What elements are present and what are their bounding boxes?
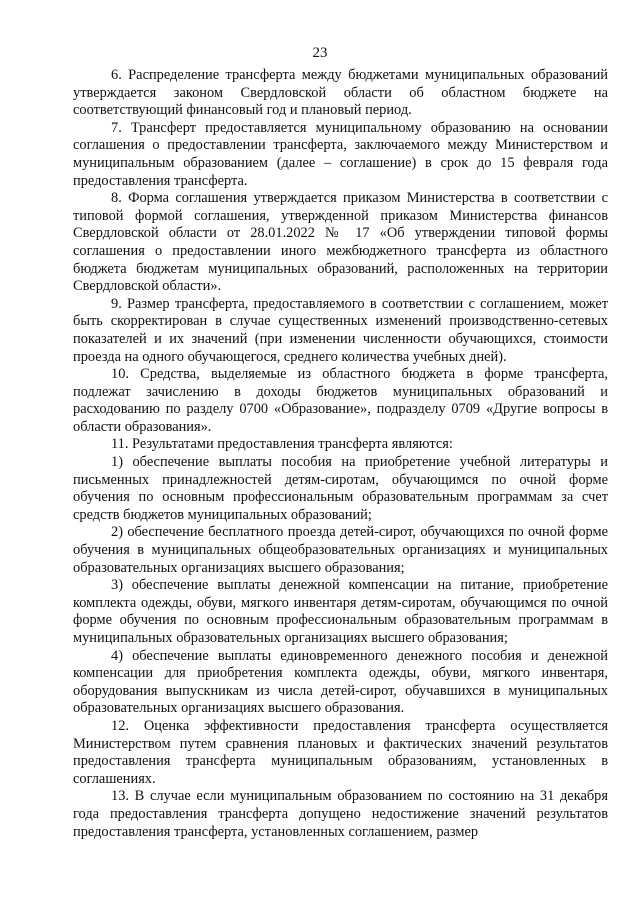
paragraph-8-agreement-form: 8. Форма соглашения утверждается приказом Министерства в соответствии с типовой формой соглашения, утвержденной приказом Министерства финансов Свердловской области от 28.01.2022 № 17 «Об утверждении типовой формы соглашения о предоставлении иного межбюджетного трансферта из областного бюджета бюджетам муниципальных образований, расположенных на территории Свердловской области».: [73, 190, 608, 295]
page-number: 23: [312, 45, 328, 61]
paragraph-10-funds: 10. Средства, выделяемые из областного бюджета в форме трансферта, подлежат зачислению в доходы бюджетов муниципальных образований и расходованию по разделу 0700 «Образование», подразделу 0709 «Другие вопросы в области образования».: [73, 366, 608, 435]
document-body: [73, 67, 608, 841]
paragraph-12-evaluation: 12. Оценка эффективности предоставления трансферта осуществляется Министерством путем сравнения плановых и фактических значений результатов предоставления трансферта муниципальным образованиям, установленных в соглашениях.: [73, 717, 608, 787]
paragraph-6-distribution: 6. Распределение трансферта между бюджетами муниципальных образований утверждается законом Свердловской области об областном бюджете на соответствующий финансовый год и плановый период.: [73, 67, 608, 119]
paragraph-13-shortfall: 13. В случае если муниципальным образованием по состоянию на 31 декабря года предоставления трансферта допущено недостижение значений результатов предоставления трансферта, установленных соглашением, размер: [73, 788, 608, 840]
list-item-2: 2) обеспечение бесплатного проезда детей-сирот, обучающихся по очной форме обучения в муниципальных общеобразовательных организациях и муниципальных образовательных организациях высшего образования;: [73, 524, 608, 576]
list-item-1: 1) обеспечение выплаты пособия на приобретение учебной литературы и письменных принадлежностей детям-сиротам, обучающимся по очной форме обучения по основным профессиональным образовательным программам за счет средств бюджетов муниципальных образований;: [73, 454, 608, 523]
paragraph-11-results: 11. Результатами предоставления трансферта являются:: [111, 436, 453, 453]
paragraph-9-transfer-size: 9. Размер трансферта, предоставляемого в соответствии с соглашением, может быть скорректирован в случае существенных изменений производственно-сетевых показателей и их значений (при изменении численности обучающихся, стоимости проезда на одного обучающегося, среднего количества учебных дней).: [73, 295, 608, 365]
paragraph-7-agreement: 7. Трансферт предоставляется муниципальному образованию на основании соглашения о предоставлении трансферта, заключаемого между Министерством и муниципальным образованием (далее – соглашение) в срок до 15 февраля года предоставления трансферта.: [73, 119, 608, 189]
list-item-4: 4) обеспечение выплаты единовременного денежного пособия и денежной компенсации для приобретения комплекта одежды, обуви, мягкого инвентаря, оборудования выпускникам из числа детей-сирот, обучавшихся в муниципальных образовательных организациях высшего образования.: [73, 647, 608, 717]
list-item-3: 3) обеспечение выплаты денежной компенсации на питание, приобретение комплекта одежды, обуви, мягкого инвентаря детям-сиротам, обучающимся по очной форме обучения по основным профессиональным образовательным программам в муниципальных образовательных организациях высшего образования;: [73, 577, 608, 646]
